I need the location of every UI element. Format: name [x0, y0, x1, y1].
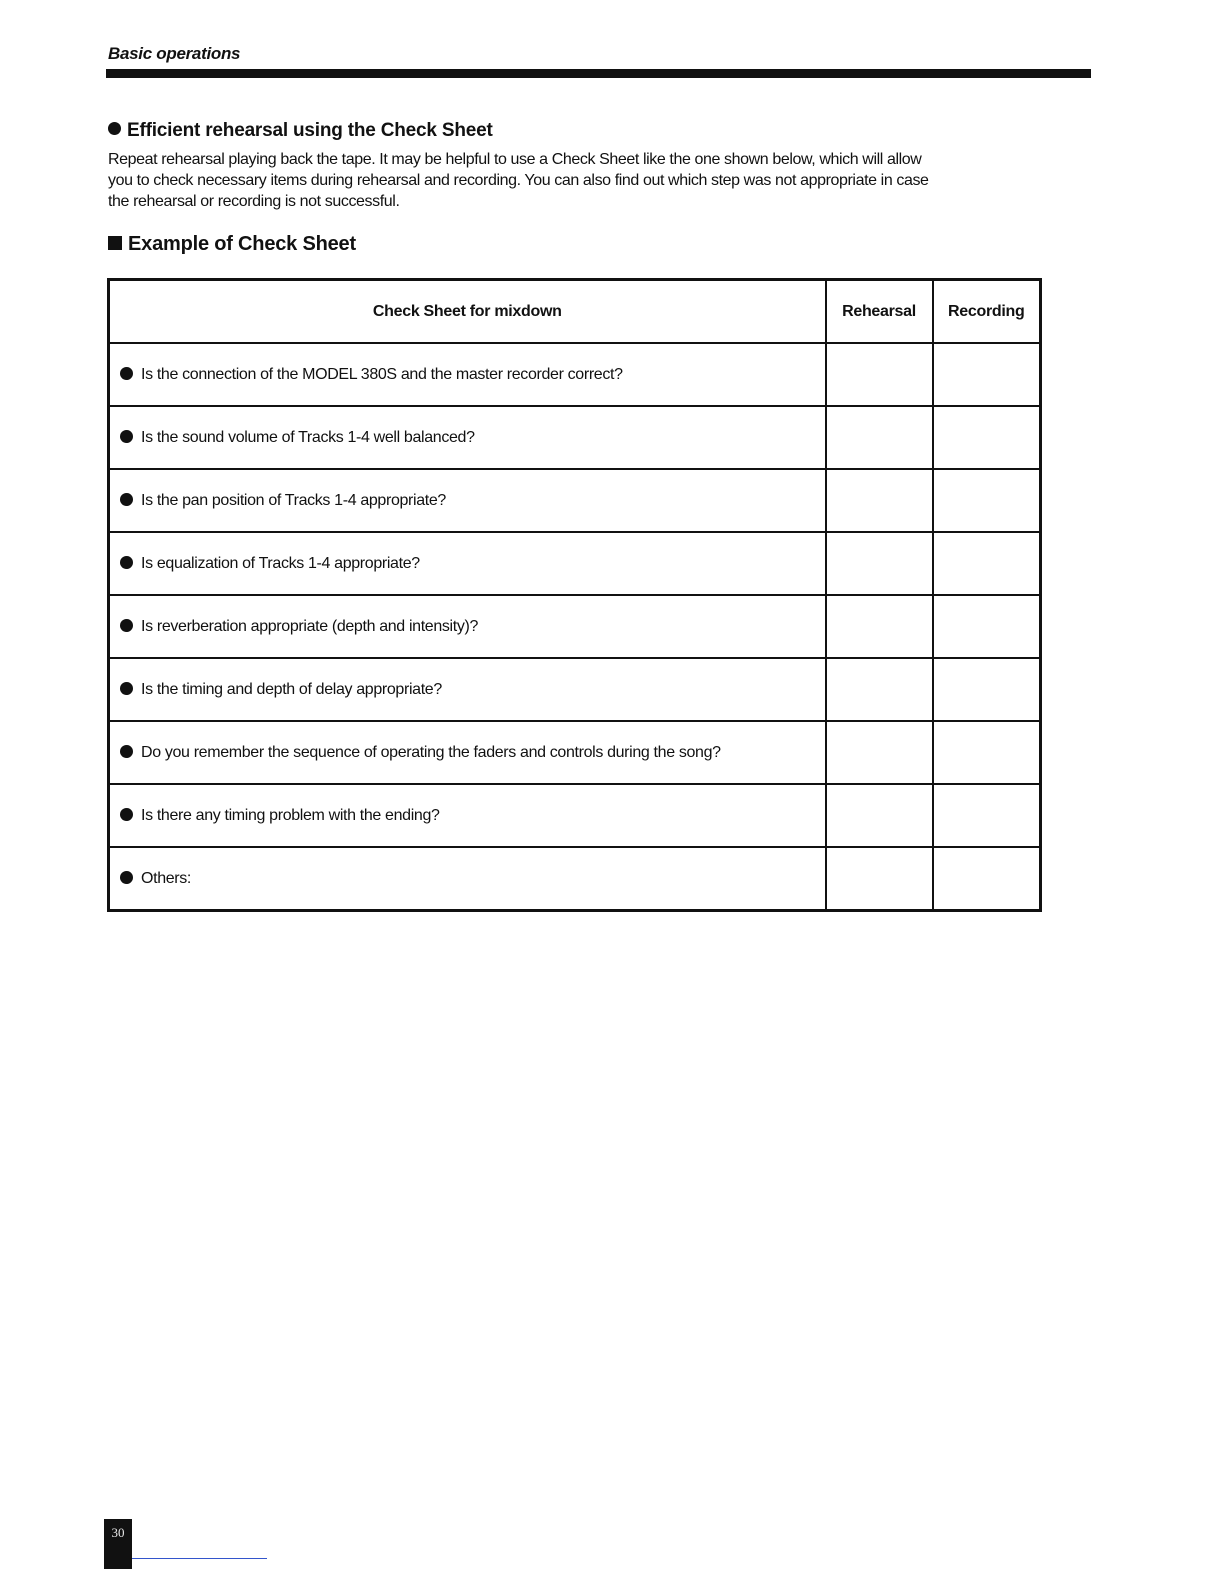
intro-paragraph — [108, 149, 1048, 212]
rehearsal-check-cell[interactable] — [826, 532, 933, 595]
check-item — [109, 784, 826, 847]
table-row — [109, 595, 1041, 658]
column-header-rehearsal: Rehearsal — [826, 280, 933, 344]
recording-check-cell[interactable] — [933, 658, 1041, 721]
rehearsal-check-cell[interactable] — [826, 595, 933, 658]
check-item-text: Is equalization of Tracks 1-4 appropriate? — [141, 554, 420, 572]
table-row — [109, 469, 1041, 532]
table-row — [109, 658, 1041, 721]
square-bullet-icon — [108, 236, 122, 250]
recording-check-cell[interactable] — [933, 406, 1041, 469]
check-item — [109, 595, 826, 658]
check-item — [109, 406, 826, 469]
table-row — [109, 532, 1041, 595]
page-number: 30 — [111, 1525, 125, 1540]
bullet-icon — [120, 682, 133, 695]
check-item — [109, 658, 826, 721]
bullet-icon — [120, 745, 133, 758]
bullet-icon — [120, 871, 133, 884]
table-row — [109, 343, 1041, 406]
bullet-icon — [108, 122, 121, 135]
table-row — [109, 406, 1041, 469]
check-item — [109, 532, 826, 595]
bullet-icon — [120, 367, 133, 380]
check-item-text: Is there any timing problem with the ending? — [141, 806, 440, 824]
recording-check-cell[interactable] — [933, 847, 1041, 911]
check-sheet-table — [107, 278, 1042, 912]
header-rule — [106, 69, 1091, 78]
column-header-item: Check Sheet for mixdown — [109, 280, 826, 344]
table-header-row — [109, 280, 1041, 344]
example-title — [108, 233, 356, 256]
rehearsal-check-cell[interactable] — [826, 343, 933, 406]
check-item-text: Is reverberation appropriate (depth and intensity)? — [141, 617, 479, 635]
bullet-icon — [120, 556, 133, 569]
check-item-text: Is the connection of the MODEL 380S and the master recorder correct? — [141, 365, 623, 383]
check-item — [109, 469, 826, 532]
rehearsal-check-cell[interactable] — [826, 721, 933, 784]
rehearsal-check-cell[interactable] — [826, 847, 933, 911]
recording-check-cell[interactable] — [933, 595, 1041, 658]
recording-check-cell[interactable] — [933, 469, 1041, 532]
bullet-icon — [120, 493, 133, 506]
recording-check-cell[interactable] — [933, 721, 1041, 784]
example-title-text: Example of Check Sheet — [128, 233, 356, 255]
recording-check-cell[interactable] — [933, 784, 1041, 847]
column-header-recording: Recording — [933, 280, 1041, 344]
section-title-text: Efficient rehearsal using the Check Sheet — [127, 120, 493, 141]
intro-line: the rehearsal or recording is not successful. — [108, 193, 400, 210]
check-item-text: Is the pan position of Tracks 1-4 appropriate? — [141, 491, 446, 509]
rehearsal-check-cell[interactable] — [826, 658, 933, 721]
rehearsal-check-cell[interactable] — [826, 784, 933, 847]
recording-check-cell[interactable] — [933, 532, 1041, 595]
intro-line: you to check necessary items during rehearsal and recording. You can also find out which step was not appropriate in case — [108, 172, 929, 189]
check-item — [109, 721, 826, 784]
check-item-text: Is the sound volume of Tracks 1-4 well balanced? — [141, 428, 475, 446]
section-title — [108, 120, 493, 142]
check-item — [109, 847, 826, 911]
check-item-text: Others: — [141, 869, 192, 887]
rehearsal-check-cell[interactable] — [826, 469, 933, 532]
recording-check-cell[interactable] — [933, 343, 1041, 406]
table-row — [109, 847, 1041, 911]
footer-rule — [132, 1558, 267, 1559]
check-item-text: Is the timing and depth of delay appropriate? — [141, 680, 442, 698]
intro-line: Repeat rehearsal playing back the tape. It may be helpful to use a Check Sheet like the one shown below, which will allow — [108, 151, 922, 168]
table-row — [109, 721, 1041, 784]
running-header: Basic operations — [108, 44, 241, 63]
bullet-icon — [120, 808, 133, 821]
check-item — [109, 343, 826, 406]
check-item-text: Do you remember the sequence of operating the faders and controls during the song? — [141, 743, 721, 761]
rehearsal-check-cell[interactable] — [826, 406, 933, 469]
page-number-tab — [104, 1519, 132, 1569]
table-row — [109, 784, 1041, 847]
bullet-icon — [120, 619, 133, 632]
bullet-icon — [120, 430, 133, 443]
